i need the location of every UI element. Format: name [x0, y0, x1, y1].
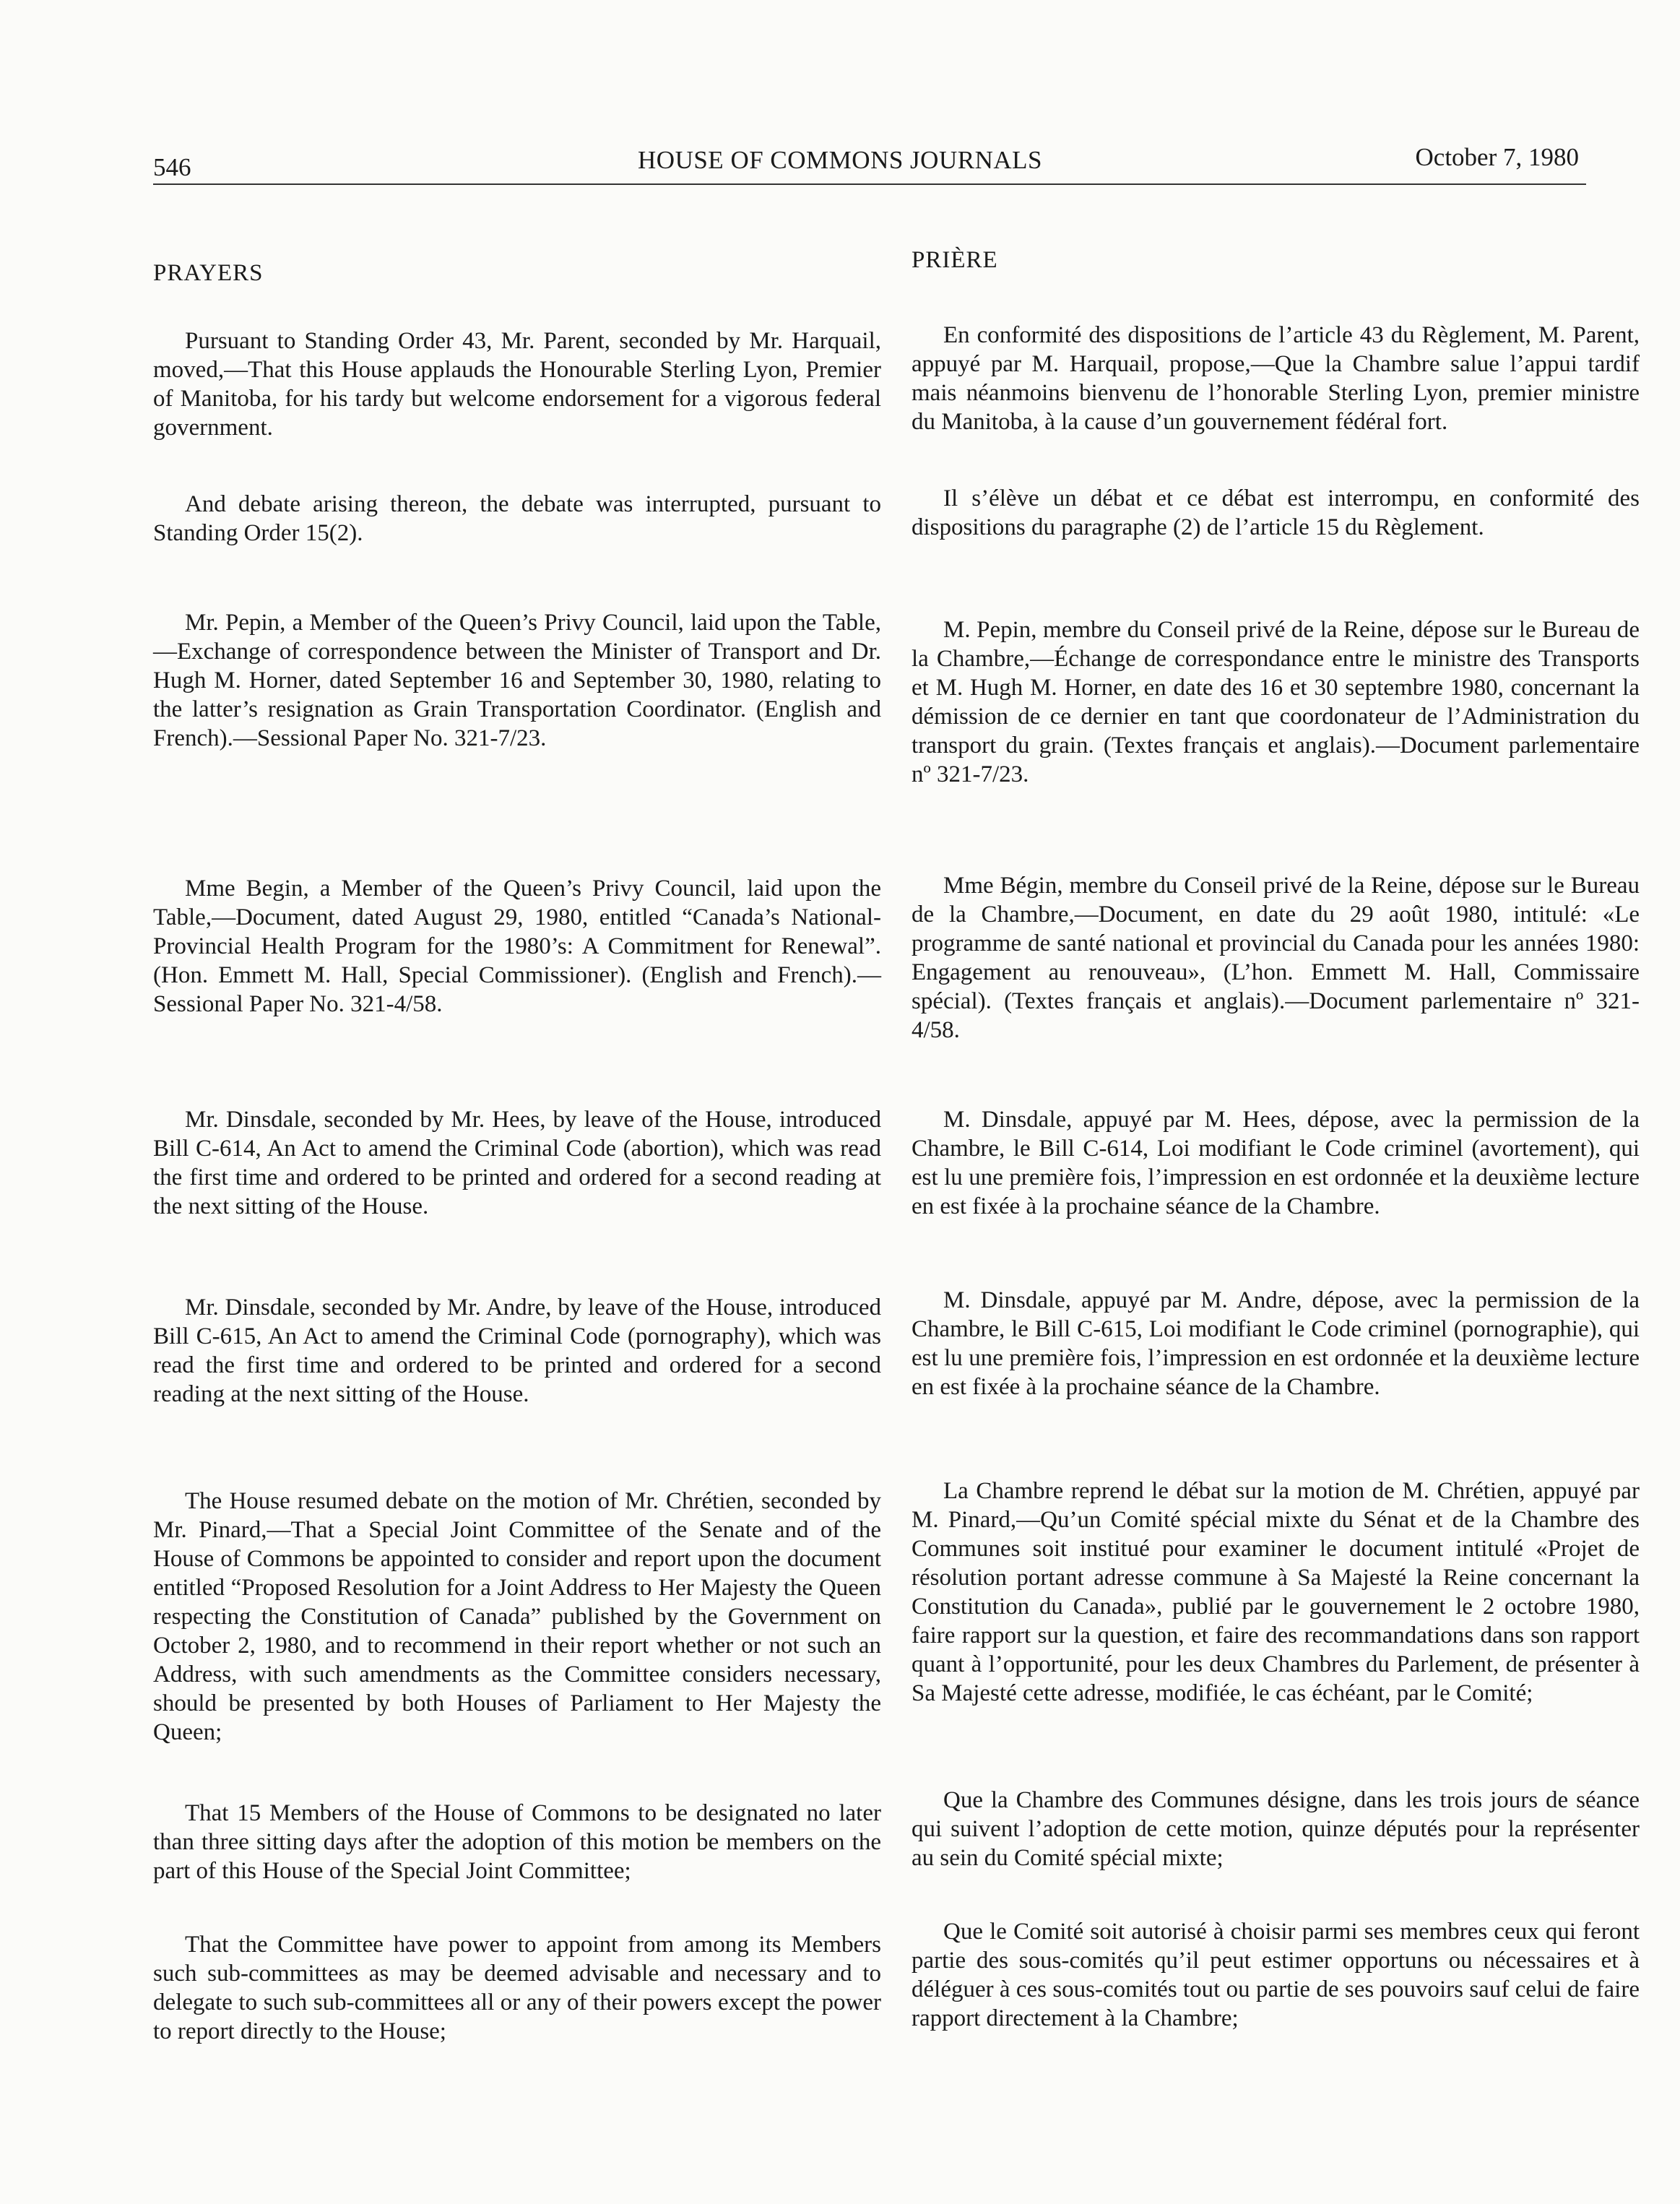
english-paragraph: Mr. Pepin, a Member of the Queen’s Privy Council, laid upon the Table,—Exchange of correspondence between the Minister of Transport and Dr. Hugh M. Horner, dated September 16 and September 30, 1980, relating to the latter’s resignation as Grain Transportation Coordinator. (English and French).—Sessional Paper No. 321-7/23.	[153, 610, 881, 751]
french-paragraph: Il s’élève un débat et ce débat est interrompu, en conformité des dispositions du paragraphe (2) de l’article 15 du Règlement.	[912, 485, 1640, 540]
journal-date: October 7, 1980	[1415, 143, 1579, 171]
french-heading: PRIÈRE	[912, 247, 998, 273]
english-paragraph: Pursuant to Standing Order 43, Mr. Parent, seconded by Mr. Harquail, moved,—That this House applauds the Honourable Sterling Lyon, Premier of Manitoba, for his tardy but welcome endorsement for a vigorous federal government.	[153, 328, 881, 441]
english-heading: PRAYERS	[153, 260, 264, 286]
english-paragraph: And debate arising thereon, the debate was interrupted, pursuant to Standing Order 15(2).	[153, 491, 881, 546]
journal-title: HOUSE OF COMMONS JOURNALS	[638, 146, 1042, 174]
english-paragraph: The House resumed debate on the motion of Mr. Chrétien, seconded by Mr. Pinard,—That a Special Joint Committee of the Senate and of the House of Commons be appointed to consider and report upon the document entitled “Proposed Resolution for a Joint Address to Her Majesty the Queen respecting the Constitution of Canada” published by the Government on October 2, 1980, and to recommend in their report whether or not such an Address, with such amendments as the Committee considers necessary, should be presented by both Houses of Parliament to Her Majesty the Queen;	[153, 1488, 881, 1745]
french-paragraph: M. Dinsdale, appuyé par M. Hees, dépose, avec la permission de la Chambre, le Bill C-614, Loi modifiant le Code criminel (avortement), qui est lu une première fois, l’impression en est ordonnée et la deuxième lecture en est fixée à la prochaine séance de la Chambre.	[912, 1107, 1640, 1219]
french-paragraph: Que la Chambre des Communes désigne, dans les trois jours de séance qui suivent l’adoption de cette motion, quinze députés pour la représenter au sein du Comité spécial mixte;	[912, 1787, 1640, 1871]
english-paragraph: Mr. Dinsdale, seconded by Mr. Andre, by leave of the House, introduced Bill C-615, An Act to amend the Criminal Code (pornography), which was read the first time and ordered to be printed and ordered for a second reading at the next sitting of the House.	[153, 1295, 881, 1407]
english-paragraph: Mme Begin, a Member of the Queen’s Privy Council, laid upon the Table,—Document, dated August 29, 1980, entitled “Canada’s National-Provincial Health Program for the 1980’s: A Commitment for Renewal”. (Hon. Emmett M. Hall, Special Commissioner). (English and French).—Sessional Paper No. 321-4/58.	[153, 876, 881, 1017]
french-paragraph: En conformité des dispositions de l’article 43 du Règlement, M. Parent, appuyé par M. Harquail, propose,—Que la Chambre salue l’appui tardif mais néanmoins bienvenu de l’honorable Sterling Lyon, premier ministre du Manitoba, à la cause d’un gouvernement fédéral fort.	[912, 322, 1640, 435]
header-rule	[153, 183, 1586, 185]
english-paragraph: That 15 Members of the House of Commons to be designated no later than three sitting days after the adoption of this motion be members on the part of this House of the Special Joint Committee;	[153, 1800, 881, 1884]
french-paragraph: La Chambre reprend le débat sur la motion de M. Chrétien, appuyé par M. Pinard,—Qu’un Comité spécial mixte du Sénat et de la Chambre des Communes soit institué pour examiner le document intitulé «Projet de résolution portant adresse commune à Sa Majesté la Reine concernant la Constitution du Canada», publié par le gouvernement le 2 octobre 1980, faire rapport sur la question, et faire des recommandations dans son rapport quant à l’opportunité, pour les deux Chambres du Parlement, de présenter à Sa Majesté cette adresse, modifiée, le cas échéant, par le Comité;	[912, 1478, 1640, 1706]
french-paragraph: Que le Comité soit autorisé à choisir parmi ses membres ceux qui feront partie des sous-comités qu’il peut estimer opportuns ou nécessaires et à déléguer à ces sous-comités tout ou partie de ses pouvoirs sauf celui de faire rapport directement à la Chambre;	[912, 1919, 1640, 2031]
french-paragraph: M. Pepin, membre du Conseil privé de la Reine, dépose sur le Bureau de la Chambre,—Échange de correspondance entre le ministre des Transports et M. Hugh M. Horner, en date des 16 et 30 septembre 1980, concernant la démission de ce dernier en tant que coordonateur de l’Administration du transport du grain. (Textes français et anglais).—Document parlementaire nº 321-7/23.	[912, 617, 1640, 787]
french-paragraph: M. Dinsdale, appuyé par M. Andre, dépose, avec la permission de la Chambre, le Bill C-615, Loi modifiant le Code criminel (pornographie), qui est lu une première fois, l’impression en est ordonnée et la deuxième lecture en est fixée à la prochaine séance de la Chambre.	[912, 1287, 1640, 1400]
french-paragraph: Mme Bégin, membre du Conseil privé de la Reine, dépose sur le Bureau de la Chambre,—Document, en date du 29 août 1980, intitulé: «Le programme de santé national et provincial du Canada pour les années 1980: Engagement au renouveau», (L’hon. Emmett M. Hall, Commissaire spécial). (Textes français et anglais).—Document parlementaire nº 321-4/58.	[912, 873, 1640, 1043]
english-paragraph: Mr. Dinsdale, seconded by Mr. Hees, by leave of the House, introduced Bill C-614, An Act to amend the Criminal Code (abortion), which was read the first time and ordered to be printed and ordered for a second reading at the next sitting of the House.	[153, 1107, 881, 1219]
page-number: 546	[153, 153, 191, 181]
english-paragraph: That the Committee have power to appoint from among its Members such sub-committees as may be deemed advisable and necessary and to delegate to such sub-committees all or any of their powers except the power to report directly to the House;	[153, 1932, 881, 2044]
